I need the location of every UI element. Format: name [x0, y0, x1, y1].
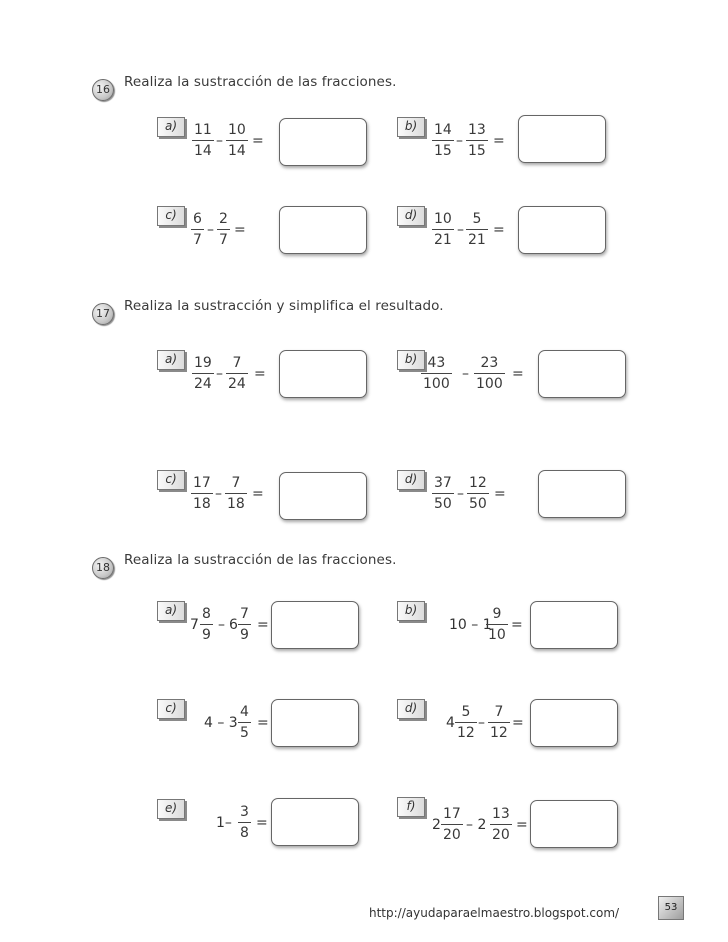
numerator: 11	[194, 122, 212, 138]
fraction-bar	[432, 229, 454, 230]
minus-whole-number: – 2	[466, 817, 487, 833]
numerator: 7	[231, 475, 241, 491]
answer-box[interactable]	[538, 470, 626, 518]
fraction	[466, 210, 488, 249]
numerator: 8	[202, 606, 211, 622]
whole-number: 7	[190, 617, 199, 633]
fraction	[432, 474, 454, 513]
denominator: 24	[228, 376, 246, 392]
minus-sign: –	[216, 133, 223, 149]
item-label-c: c)	[157, 206, 185, 226]
minus-sign: –	[207, 222, 214, 238]
denominator: 8	[240, 825, 249, 841]
item-label-c: c)	[157, 699, 185, 719]
fraction-bar	[441, 824, 463, 825]
minus-sign: –	[457, 222, 464, 238]
answer-box[interactable]	[279, 472, 367, 520]
numerator: 12	[469, 475, 487, 491]
denominator: 10	[488, 627, 506, 643]
fraction-bar	[421, 373, 452, 374]
fraction	[466, 121, 488, 160]
fraction	[200, 605, 213, 644]
item-label-b: b)	[397, 117, 425, 137]
answer-box[interactable]	[530, 601, 618, 649]
denominator: 14	[228, 143, 246, 159]
equals-sign: =	[254, 366, 266, 382]
equals-sign: =	[516, 817, 528, 833]
whole-number: 6	[229, 617, 238, 633]
fraction-bar	[226, 373, 248, 374]
fraction-bar	[466, 140, 488, 141]
answer-box[interactable]	[279, 350, 367, 398]
minus-sign: –	[215, 486, 222, 502]
fraction	[441, 805, 463, 844]
fraction-bar	[200, 624, 213, 625]
numerator: 23	[480, 355, 499, 371]
numerator: 5	[472, 211, 482, 227]
fraction	[238, 803, 251, 842]
fraction-bar	[490, 824, 512, 825]
fraction	[455, 703, 477, 742]
fraction-bar	[192, 140, 214, 141]
numerator: 13	[468, 122, 486, 138]
numerator: 10	[228, 122, 246, 138]
denominator: 7	[219, 232, 228, 248]
fraction-bar	[192, 373, 214, 374]
denominator: 5	[240, 725, 249, 741]
answer-box[interactable]	[530, 800, 618, 848]
numerator: 7	[494, 704, 504, 720]
fraction-bar	[474, 373, 505, 374]
minus-sign: –	[478, 715, 485, 731]
equals-sign: =	[512, 366, 524, 382]
whole-number: 4	[446, 715, 455, 731]
numerator: 2	[219, 211, 228, 227]
fraction	[474, 354, 505, 393]
equals-sign: =	[257, 617, 269, 633]
equals-sign: =	[234, 222, 246, 238]
fraction	[225, 474, 247, 513]
item-label-d: d)	[397, 699, 425, 719]
fraction-bar	[432, 140, 454, 141]
denominator: 12	[490, 725, 508, 741]
item-label-c: c)	[157, 470, 185, 490]
equals-sign: =	[493, 133, 505, 149]
numerator: 17	[193, 475, 211, 491]
numerator: 7	[232, 355, 242, 371]
exercise-instruction: Realiza la sustracción y simplifica el resultado.	[124, 298, 444, 314]
fraction-bar	[238, 624, 251, 625]
numerator: 13	[492, 806, 510, 822]
numerator: 14	[434, 122, 452, 138]
fraction-bar	[217, 229, 230, 230]
answer-box[interactable]	[271, 699, 359, 747]
minus-sign: –	[218, 617, 225, 633]
answer-box[interactable]	[538, 350, 626, 398]
denominator: 21	[468, 232, 486, 248]
equals-sign: =	[257, 715, 269, 731]
fraction	[238, 703, 251, 742]
equals-sign: =	[252, 133, 264, 149]
fraction	[191, 474, 213, 513]
denominator: 9	[202, 627, 211, 643]
fraction-bar	[486, 624, 508, 625]
numerator: 10	[434, 211, 452, 227]
subtraction-lead: 4 – 3	[204, 715, 238, 731]
fraction	[490, 805, 512, 844]
denominator: 100	[476, 376, 503, 392]
minus-sign: –	[462, 366, 469, 382]
fraction	[488, 703, 510, 742]
fraction	[421, 354, 452, 393]
answer-box[interactable]	[518, 115, 606, 163]
footer-url: http://ayudaparaelmaestro.blogspot.com/	[369, 906, 620, 920]
fraction-bar	[225, 493, 247, 494]
answer-box[interactable]	[271, 798, 359, 846]
fraction-bar	[466, 229, 488, 230]
fraction-bar	[432, 493, 454, 494]
answer-box[interactable]	[279, 206, 367, 254]
fraction	[467, 474, 489, 513]
numerator: 7	[240, 606, 249, 622]
answer-box[interactable]	[271, 601, 359, 649]
fraction	[192, 121, 214, 160]
subtraction-lead: 1–	[216, 815, 232, 831]
numerator: 19	[194, 355, 212, 371]
denominator: 20	[492, 827, 510, 843]
denominator: 9	[240, 627, 249, 643]
denominator: 14	[194, 143, 212, 159]
equals-sign: =	[512, 715, 524, 731]
exercise-number-badge: 18	[92, 557, 114, 579]
fraction-bar	[191, 493, 213, 494]
minus-sign: –	[456, 133, 463, 149]
equals-sign: =	[511, 617, 523, 633]
item-label-f: f)	[397, 797, 425, 817]
denominator: 24	[194, 376, 212, 392]
fraction	[217, 210, 230, 249]
answer-box[interactable]	[518, 206, 606, 254]
exercise-instruction: Realiza la sustracción de las fracciones.	[124, 552, 397, 568]
fraction	[191, 210, 204, 249]
numerator: 9	[492, 606, 502, 622]
fraction	[238, 605, 251, 644]
item-label-a: a)	[157, 117, 185, 137]
denominator: 50	[469, 496, 487, 512]
numerator: 17	[443, 806, 461, 822]
fraction-bar	[238, 822, 251, 823]
denominator: 7	[193, 232, 202, 248]
item-label-d: d)	[397, 470, 425, 490]
exercise-instruction: Realiza la sustracción de las fracciones.	[124, 74, 397, 90]
numerator: 6	[193, 211, 202, 227]
fraction-bar	[488, 722, 510, 723]
numerator: 3	[240, 804, 249, 820]
denominator: 50	[434, 496, 452, 512]
numerator: 4	[240, 704, 249, 720]
fraction-bar	[238, 722, 251, 723]
denominator: 15	[434, 143, 452, 159]
answer-box[interactable]	[530, 699, 618, 747]
page-number: 53	[658, 896, 684, 920]
whole-number: 2	[432, 817, 441, 833]
exercise-number-badge: 17	[92, 303, 114, 325]
equals-sign: =	[256, 815, 268, 831]
answer-box[interactable]	[279, 118, 367, 166]
item-label-b: b)	[397, 601, 425, 621]
item-label-a: a)	[157, 350, 185, 370]
denominator: 12	[457, 725, 475, 741]
denominator: 20	[443, 827, 461, 843]
fraction	[432, 121, 454, 160]
minus-sign: –	[457, 486, 464, 502]
item-label-e: e)	[157, 799, 185, 819]
numerator: 5	[461, 704, 471, 720]
minus-sign: –	[216, 366, 223, 382]
fraction	[432, 210, 454, 249]
fraction-bar	[455, 722, 477, 723]
equals-sign: =	[493, 222, 505, 238]
equals-sign: =	[494, 486, 506, 502]
fraction	[192, 354, 214, 393]
denominator: 18	[193, 496, 211, 512]
fraction-bar	[191, 229, 204, 230]
numerator: 43	[427, 355, 446, 371]
fraction-bar	[467, 493, 489, 494]
exercise-number-badge: 16	[92, 79, 114, 101]
item-label-d: d)	[397, 206, 425, 226]
denominator: 100	[423, 376, 450, 392]
fraction	[226, 121, 248, 160]
fraction	[486, 605, 508, 644]
denominator: 18	[227, 496, 245, 512]
equals-sign: =	[252, 486, 264, 502]
item-label-b: b)	[397, 350, 425, 370]
fraction	[226, 354, 248, 393]
denominator: 15	[468, 143, 486, 159]
denominator: 21	[434, 232, 452, 248]
numerator: 37	[434, 475, 452, 491]
fraction-bar	[226, 140, 248, 141]
subtraction-lead: 10 – 1	[449, 617, 492, 633]
item-label-a: a)	[157, 601, 185, 621]
